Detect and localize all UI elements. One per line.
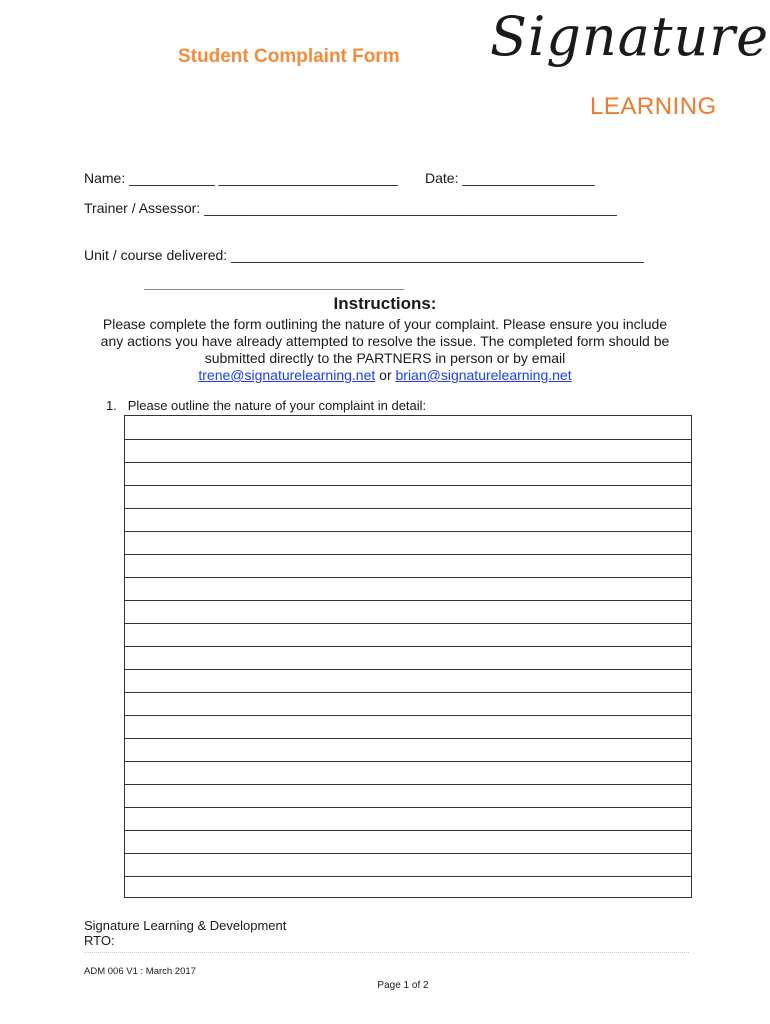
instructions-heading: Instructions: bbox=[333, 294, 437, 313]
answer-rule-line bbox=[125, 784, 691, 785]
answer-rule-line bbox=[125, 439, 691, 440]
email-link-brian[interactable]: brian@signaturelearning.net bbox=[395, 367, 572, 383]
answer-rule-line bbox=[125, 830, 691, 831]
instructions-text: Please complete the form outlining the nature of your complaint. Please ensure you include any actions you have already attempted to resolve the issue. The completed form should be submitted directly to the PARTNERS in person or by email bbox=[100, 316, 670, 366]
answer-rule-line bbox=[125, 554, 691, 555]
name-field[interactable]: Name: ___________ _______________________ bbox=[84, 170, 398, 186]
question-text: Please outline the nature of your complaint in detail: bbox=[127, 398, 427, 413]
answer-rule-line bbox=[125, 646, 691, 647]
footer-org-name: Signature Learning & Development bbox=[84, 918, 287, 933]
answer-rule-line bbox=[125, 876, 691, 877]
answer-rule-line bbox=[125, 692, 691, 693]
footer-organisation bbox=[84, 918, 286, 948]
document-code: ADM 006 V1 : March 2017 bbox=[84, 966, 196, 977]
answer-rule-line bbox=[125, 531, 691, 532]
footer-rto: RTO: bbox=[84, 933, 115, 948]
footer-divider bbox=[84, 952, 689, 953]
signature-logo: Signature bbox=[490, 5, 770, 68]
signature-logo-subtitle: LEARNING bbox=[590, 93, 717, 120]
email-connector: or bbox=[375, 367, 396, 383]
answer-rule-line bbox=[125, 761, 691, 762]
question-number: 1. bbox=[106, 398, 117, 413]
trainer-assessor-field[interactable]: Trainer / Assessor: _____________________________________________________ bbox=[84, 200, 617, 216]
answer-rule-line bbox=[125, 715, 691, 716]
answer-rule-line bbox=[125, 738, 691, 739]
answer-rule-line bbox=[125, 577, 691, 578]
answer-rule-line bbox=[125, 807, 691, 808]
answer-rule-line bbox=[125, 669, 691, 670]
unit-course-field[interactable]: Unit / course delivered: _____________________________________________________ bbox=[84, 247, 644, 263]
answer-rule-line bbox=[125, 462, 691, 463]
answer-rule-line bbox=[125, 853, 691, 854]
complaint-answer-box[interactable] bbox=[124, 415, 692, 898]
email-link-trene[interactable]: trene@signaturelearning.net bbox=[198, 367, 376, 383]
date-field[interactable]: Date: _________________ bbox=[425, 170, 595, 186]
answer-rule-line bbox=[125, 623, 691, 624]
instructions-body bbox=[90, 316, 680, 384]
answer-rule-line bbox=[125, 485, 691, 486]
page-number: Page 1 of 2 bbox=[377, 980, 429, 991]
form-title: Student Complaint Form bbox=[178, 46, 400, 67]
question-1 bbox=[106, 398, 426, 413]
unit-course-continuation-line[interactable] bbox=[144, 289, 404, 290]
answer-rule-line bbox=[125, 508, 691, 509]
answer-rule-line bbox=[125, 600, 691, 601]
